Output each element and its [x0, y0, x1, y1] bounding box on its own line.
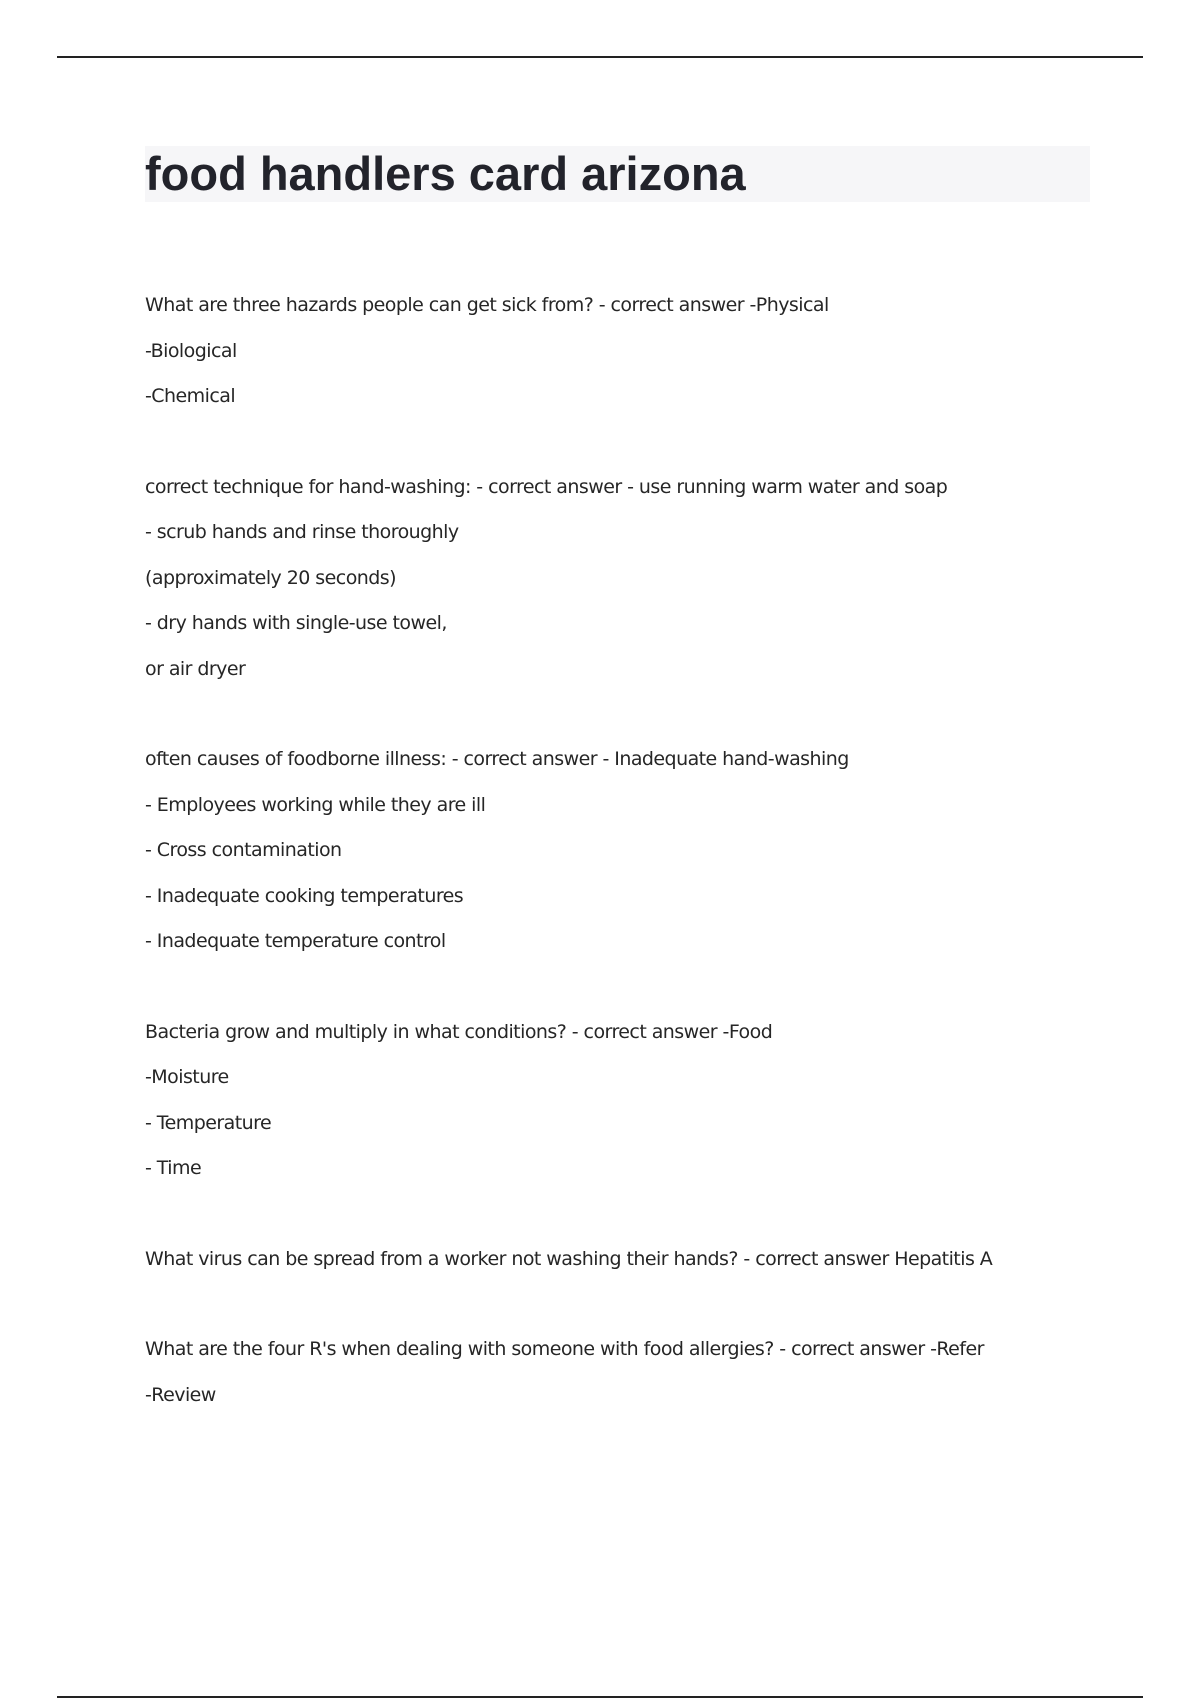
qa-entry [145, 1017, 1105, 1199]
qa-answer-line: - Inadequate cooking temperatures [145, 884, 464, 907]
qa-entry [145, 290, 1105, 427]
qa-answer-line: - Cross contamination [145, 839, 342, 861]
qa-answer-line: - dry hands with single-use towel, [145, 612, 447, 634]
qa-question-line: What are three hazards people can get sick from? - correct answer -Physical [145, 294, 829, 316]
qa-answer-line: - Temperature [145, 1111, 272, 1134]
title-block [145, 146, 1090, 202]
page-bottom-rule [57, 1696, 1143, 1698]
qa-entry [145, 1244, 1105, 1290]
qa-answer-line: -Review [145, 1383, 216, 1406]
qa-entry [145, 472, 1105, 700]
qa-entry [145, 744, 1105, 972]
qa-answer-line: -Biological [145, 339, 237, 362]
qa-answer-line: or air dryer [145, 657, 246, 680]
page-top-rule [57, 56, 1143, 58]
qa-question-line: correct technique for hand-washing: - correct answer - use running warm water and soap [145, 475, 948, 498]
qa-answer-line: - Inadequate temperature control [145, 930, 446, 952]
qa-question-line: often causes of foodborne illness: - correct answer - Inadequate hand-washing [145, 748, 849, 770]
qa-answer-line: - Time [145, 1157, 202, 1179]
qa-answer-line: -Moisture [145, 1066, 229, 1088]
qa-answer-line: - Employees working while they are ill [145, 793, 486, 816]
qa-answer-line: (approximately 20 seconds) [145, 566, 396, 589]
qa-question-line: Bacteria grow and multiply in what conditions? - correct answer -Food [145, 1020, 773, 1043]
qa-answer-line: -Chemical [145, 385, 236, 407]
page-title: food handlers card arizona [145, 147, 746, 200]
qa-content [145, 290, 1105, 1470]
qa-question-line: What virus can be spread from a worker not washing their hands? - correct answer Hepatitis A [145, 1247, 993, 1270]
qa-entry [145, 1334, 1105, 1425]
qa-question-line: What are the four R's when dealing with someone with food allergies? - correct answer -Refer [145, 1338, 984, 1360]
qa-answer-line: - scrub hands and rinse thoroughly [145, 521, 459, 543]
